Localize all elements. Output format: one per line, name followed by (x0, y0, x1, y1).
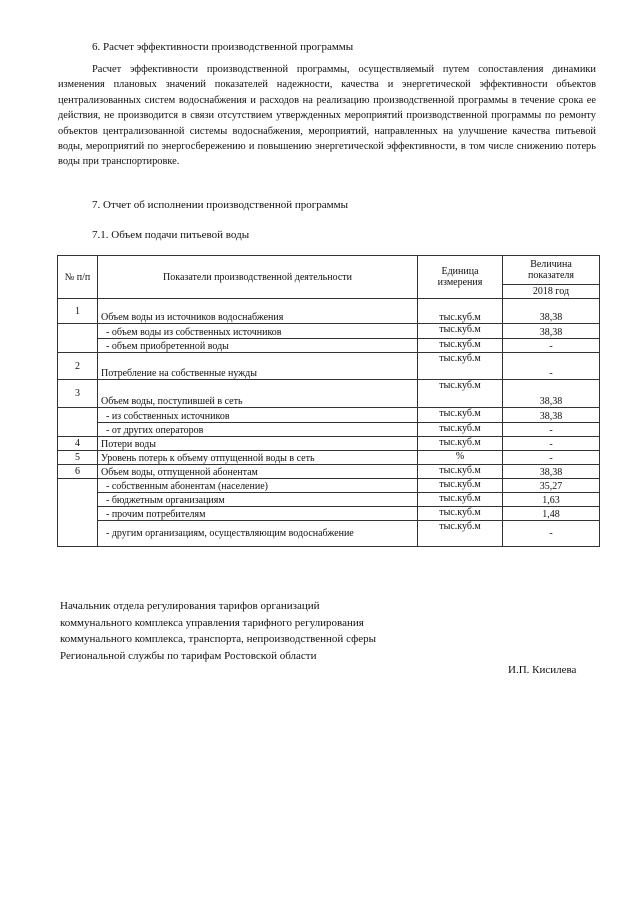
table-row (58, 521, 600, 547)
table-row (58, 324, 600, 339)
row-unit: тыс.куб.м (418, 353, 503, 380)
header-value: Величина показателя (503, 256, 600, 285)
section-6-paragraph: Расчет эффективности производственной программы, осуществляемый путем сопоставления динамики изменения плановых значений показателей надежности, качества и энергетической эффективности объектов централизованных систем водоснабжения и расходов на реализацию производственной программы в течение срока ее действия, не производится в связи отсутствием утвержденных мероприятий производственной программы по ремонту объектов централизованной системы водоснабжения, мероприятий, направленных на улучшение качества питьевой воды, мероприятий по энергосбережению и повышению энергетической эффективности, в том числе снижению потерь воды при транспортировке. (58, 64, 596, 168)
row-num: 6 (58, 465, 98, 479)
row-indicator: - объем приобретенной воды (98, 339, 418, 353)
row-indicator: Объем воды, отпущенной абонентам (98, 465, 418, 479)
table-row (58, 339, 600, 353)
row-num (58, 324, 98, 353)
row-unit: тыс.куб.м (418, 339, 503, 353)
table-row (58, 380, 600, 408)
row-unit: тыс.куб.м (418, 423, 503, 437)
row-num: 2 (58, 353, 98, 380)
row-unit: тыс.куб.м (418, 324, 503, 339)
row-unit: тыс.куб.м (418, 408, 503, 423)
row-num: 1 (58, 299, 98, 324)
section-6-heading: 6. Расчет эффективности производственной программы (92, 41, 354, 53)
row-unit: % (418, 451, 503, 465)
row-indicator: Объем воды из источников водоснабжения (98, 299, 418, 324)
section-7-heading: 7. Отчет об исполнении производственной программы (92, 199, 348, 211)
table-row (58, 465, 600, 479)
table-row (58, 493, 600, 507)
header-unit: Единица измерения (418, 256, 503, 299)
row-num: 4 (58, 437, 98, 451)
row-indicator: Потери воды (98, 437, 418, 451)
table-row (58, 479, 600, 493)
row-num (58, 408, 98, 437)
row-value: - (503, 423, 600, 437)
row-value: 38,38 (503, 324, 600, 339)
header-year: 2018 год (503, 285, 600, 299)
row-indicator: Уровень потерь к объему отпущенной воды в сеть (98, 451, 418, 465)
row-value: 38,38 (503, 465, 600, 479)
row-unit: тыс.куб.м (418, 479, 503, 493)
signature-name: И.П. Кисилева (508, 664, 577, 676)
row-num: 3 (58, 380, 98, 408)
signature-position: Начальник отдела регулирования тарифов организаций коммунального комплекса управления тарифного регулирования коммунального комплекса, транспорта, непроизводственной сферы Региональной службы по тарифам Ростовской области (60, 600, 376, 662)
row-indicator: Потребление на собственные нужды (98, 353, 418, 380)
table-row (58, 423, 600, 437)
row-value: - (503, 353, 600, 380)
row-unit: тыс.куб.м (418, 380, 503, 408)
row-value: 35,27 (503, 479, 600, 493)
row-value: - (503, 521, 600, 547)
table-row (58, 408, 600, 423)
row-unit: тыс.куб.м (418, 521, 503, 547)
row-num: 5 (58, 451, 98, 465)
row-indicator: - бюджетным организациям (98, 493, 418, 507)
section-7-1-subheading: 7.1. Объем подачи питьевой воды (92, 229, 250, 241)
row-value: - (503, 339, 600, 353)
row-value: 38,38 (503, 408, 600, 423)
row-value: 1,48 (503, 507, 600, 521)
header-num: № п/п (58, 256, 98, 299)
row-indicator: Объем воды, поступившей в сеть (98, 380, 418, 408)
row-num (58, 479, 98, 547)
table-row (58, 451, 600, 465)
row-value: 38,38 (503, 380, 600, 408)
row-indicator: - собственным абонентам (население) (98, 479, 418, 493)
row-unit: тыс.куб.м (418, 507, 503, 521)
row-value: - (503, 437, 600, 451)
row-unit: тыс.куб.м (418, 299, 503, 324)
row-indicator: - от других операторов (98, 423, 418, 437)
row-indicator: - прочим потребителям (98, 507, 418, 521)
row-indicator: - из собственных источников (98, 408, 418, 423)
row-value: - (503, 451, 600, 465)
header-indicator: Показатели производственной деятельности (98, 256, 418, 299)
row-indicator: - объем воды из собственных источников (98, 324, 418, 339)
row-unit: тыс.куб.м (418, 493, 503, 507)
table-row (58, 353, 600, 380)
table-row (58, 507, 600, 521)
row-indicator: - другим организациям, осуществляющим водоснабжение (98, 521, 418, 547)
table-row (58, 437, 600, 451)
table-row (58, 299, 600, 324)
water-supply-table (57, 255, 600, 547)
row-unit: тыс.куб.м (418, 465, 503, 479)
row-value: 38,38 (503, 299, 600, 324)
row-value: 1,63 (503, 493, 600, 507)
row-unit: тыс.куб.м (418, 437, 503, 451)
